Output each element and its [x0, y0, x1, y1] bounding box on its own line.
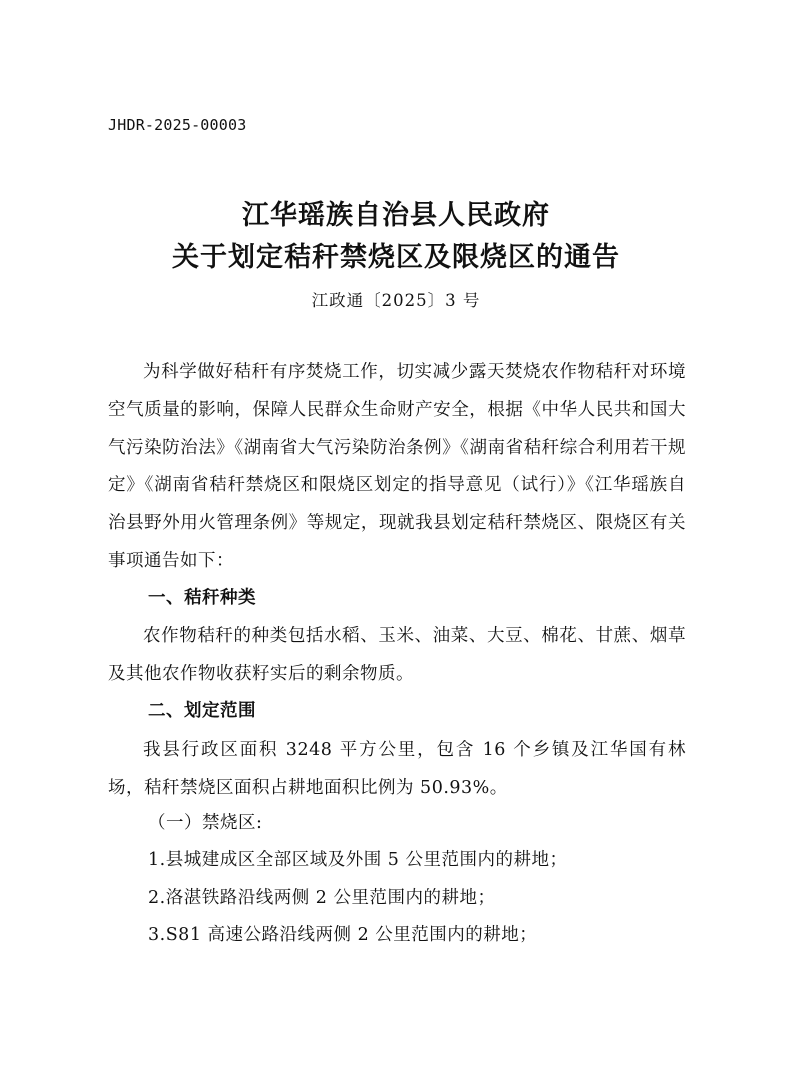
- section-text-2: 我县行政区面积 3248 平方公里，包含 16 个乡镇及江华国有林场，秸秆禁烧区面积占耕地面积比例为 50.93%。: [108, 740, 686, 798]
- list-item: 2.洛湛铁路沿线两侧 2 公里范围内的耕地；: [148, 888, 496, 908]
- section-text-1: 农作物秸秆的种类包括水稻、玉米、油菜、大豆、棉花、甘蔗、烟草及其他农作物收获籽实后的剩余物质。: [108, 626, 686, 684]
- list-item: 1.县城建成区全部区域及外围 5 公里范围内的耕地；: [148, 850, 568, 870]
- title-line-1: 江华瑶族自治县人民政府: [242, 200, 550, 231]
- intro-paragraph: 为科学做好秸秆有序焚烧工作，切实减少露天焚烧农作物秸秆对环境空气质量的影响，保障人民群众生命财产安全，根据《中华人民共和国大气污染防治法》《湖南省大气污染防治条例》《湖南省秸秆综合利用若干规定》《湖南省秸秆禁烧区和限烧区划定的指导意见（试行）》《江华瑶族自治县野外用火管理条例》等规定，现就我县划定秸秆禁烧区、限烧区有关事项通告如下：: [108, 362, 686, 571]
- list-item: 3.S81 高速公路沿线两侧 2 公里范围内的耕地；: [148, 925, 538, 945]
- document-number: 江政通〔2025〕3 号: [311, 291, 481, 310]
- section-heading-1: 一、秸秆种类: [148, 588, 256, 608]
- subheading-ban-zone: （一）禁烧区:: [148, 813, 263, 833]
- title-line-2: 关于划定秸秆禁烧区及限烧区的通告: [172, 242, 620, 273]
- document-id: JHDR-2025-00003: [108, 116, 247, 134]
- section-heading-2: 二、划定范围: [148, 701, 256, 721]
